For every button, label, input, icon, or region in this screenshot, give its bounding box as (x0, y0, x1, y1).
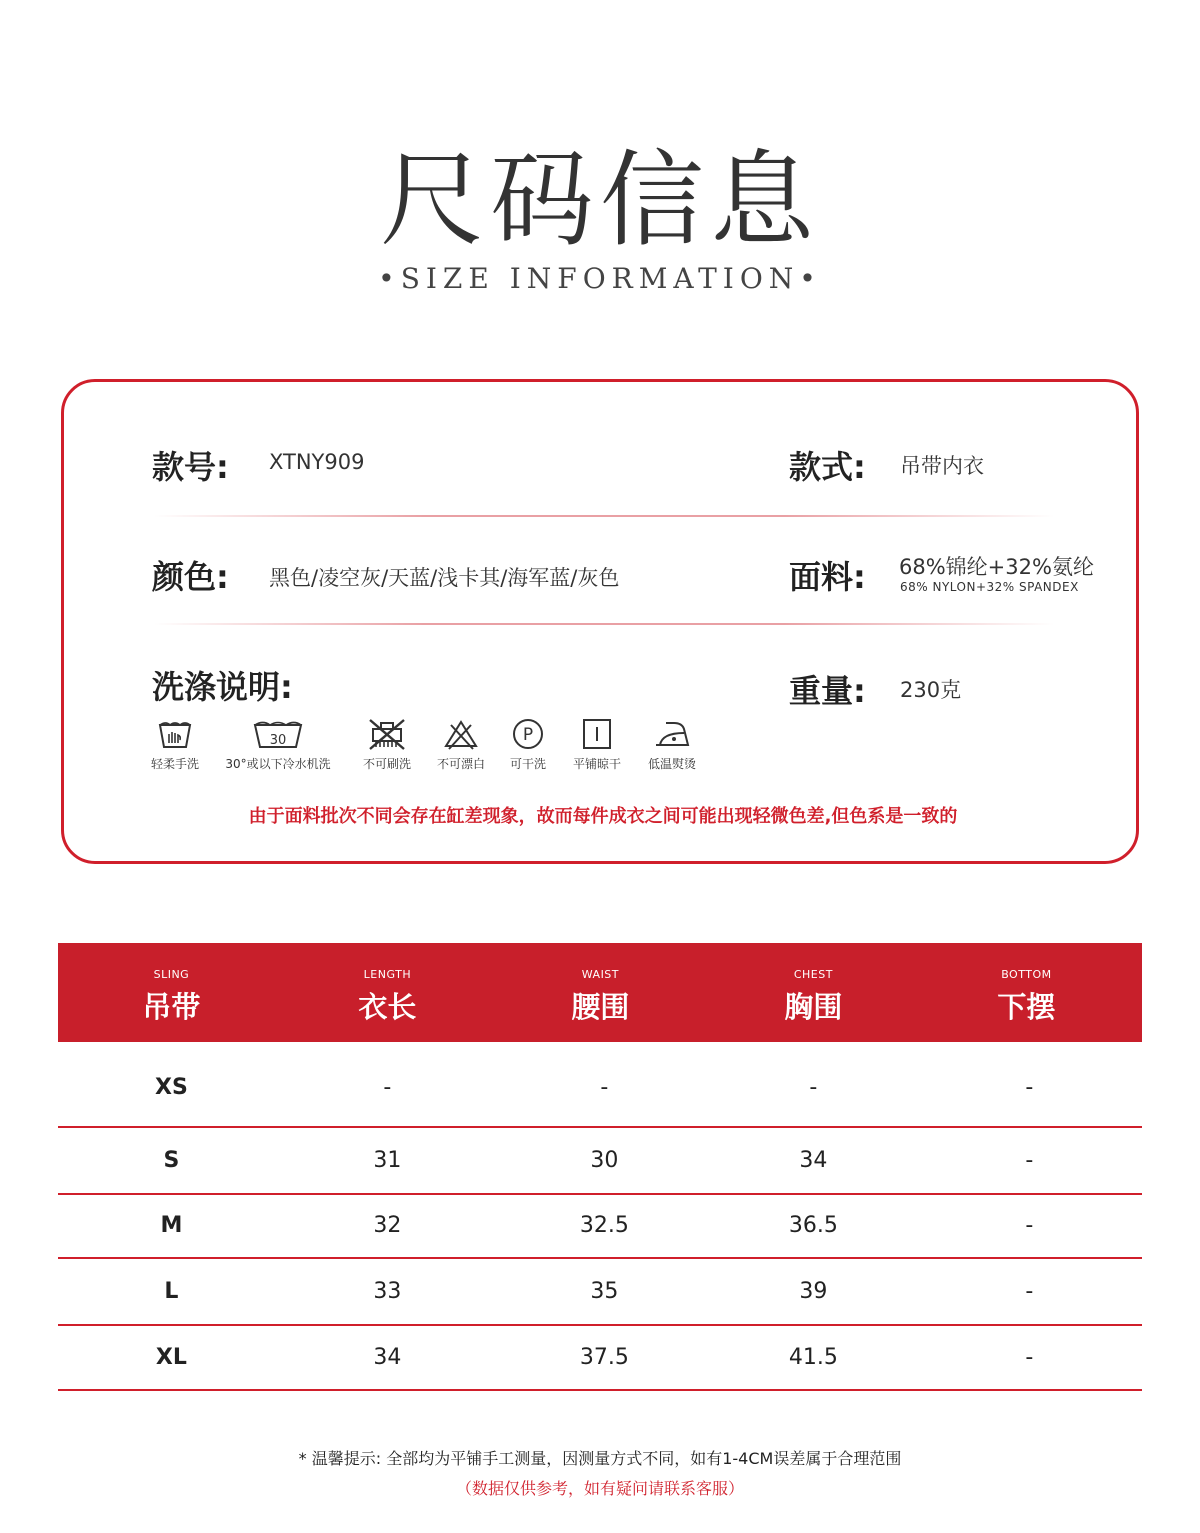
weight-label: 重量: (789, 672, 866, 710)
table-row (58, 1148, 1142, 1195)
row-divider (58, 1324, 1142, 1326)
dry-flat-icon (578, 717, 616, 751)
chest-cell: 34 (799, 1148, 828, 1173)
column-header-en: BOTTOM (1001, 968, 1052, 981)
care-item (564, 717, 630, 772)
hand-wash-icon (156, 717, 194, 751)
care-label: 轻柔手洗 (150, 757, 199, 771)
care-label: 可干洗 (509, 757, 546, 771)
style-no-label: 款号: (152, 448, 229, 486)
care-item (216, 717, 340, 772)
care-item (502, 717, 554, 772)
care-item (146, 717, 204, 772)
no-bleach-icon (442, 717, 480, 751)
column-header-en: CHEST (793, 968, 833, 981)
bottom-cell: - (1025, 1075, 1034, 1100)
style-value: 吊带内衣 (900, 454, 984, 478)
column-header-cn: 胸围 (784, 990, 843, 1024)
column-header-waist (492, 943, 709, 1042)
divider (154, 515, 1054, 517)
bottom-cell: - (1025, 1279, 1034, 1304)
length-cell: 31 (373, 1148, 402, 1173)
measurement-tip: * 温馨提示: 全部均为平铺手工测量，因测量方式不同，如有1-4CM误差属于合理范围 (298, 1449, 902, 1468)
waist-cell: - (600, 1075, 609, 1100)
waist-cell: 30 (590, 1148, 619, 1173)
column-header-en: WAIST (581, 968, 620, 981)
table-row (58, 1279, 1142, 1326)
size-cell: XL (155, 1345, 187, 1370)
machine-wash-30-icon (251, 717, 305, 751)
column-header-bottom (918, 943, 1135, 1042)
chest-cell: 36.5 (788, 1213, 838, 1238)
no-brush-icon (365, 717, 409, 751)
care-item (430, 717, 492, 772)
fabric-value: 68%锦纶+32%氨纶 (899, 555, 1094, 579)
fabric-value-en: 68% NYLON+32% SPANDEX (900, 580, 1079, 594)
product-info-card (61, 379, 1139, 864)
dry-clean-p-icon (509, 717, 547, 751)
column-header-cn: 衣长 (358, 990, 417, 1024)
bottom-cell: - (1025, 1148, 1034, 1173)
reference-note: （数据仅供参考，如有疑问请联系客服） (455, 1479, 744, 1498)
table-row (58, 1345, 1142, 1391)
length-cell: 32 (373, 1213, 402, 1238)
care-item (352, 717, 422, 772)
page-title: 尺码信息 (379, 139, 820, 261)
size-cell: S (163, 1148, 180, 1173)
column-header-chest (705, 943, 922, 1042)
length-cell: - (383, 1075, 392, 1100)
care-label: 低温熨烫 (647, 757, 696, 771)
care-label: 30°或以下冷水机洗 (225, 757, 331, 771)
column-header-en: SLING (153, 968, 190, 981)
row-divider (58, 1257, 1142, 1259)
waist-cell: 35 (590, 1279, 619, 1304)
size-table-header (58, 943, 1142, 1042)
column-header-en: LENGTH (363, 968, 412, 981)
table-row (58, 1075, 1142, 1128)
wash-temp: 30 (269, 733, 287, 748)
column-header-cn: 下摆 (997, 990, 1056, 1024)
length-cell: 34 (373, 1345, 402, 1370)
wash-label: 洗涤说明: (152, 668, 293, 706)
row-divider (58, 1193, 1142, 1195)
fabric-label: 面料: (789, 558, 866, 596)
size-cell: M (160, 1213, 183, 1238)
length-cell: 33 (373, 1279, 402, 1304)
care-label: 不可漂白 (436, 757, 485, 771)
color-value: 黑色/凌空灰/天蓝/浅卡其/海军蓝/灰色 (269, 566, 620, 590)
dry-clean-letter: P (522, 725, 534, 745)
color-label: 颜色: (152, 558, 229, 596)
column-header-cn: 吊带 (142, 990, 201, 1024)
care-label: 不可刷洗 (362, 757, 411, 771)
bottom-cell: - (1025, 1345, 1034, 1370)
waist-cell: 37.5 (579, 1345, 629, 1370)
waist-cell: 32.5 (579, 1213, 629, 1238)
chest-cell: 39 (799, 1279, 828, 1304)
care-label: 平铺晾干 (572, 757, 621, 771)
row-divider (58, 1126, 1142, 1128)
size-cell: L (164, 1279, 179, 1304)
column-header-length (279, 943, 496, 1042)
page-subtitle: •SIZE INFORMATION• (378, 262, 822, 295)
iron-low-icon (652, 717, 692, 751)
column-header-cn: 腰围 (571, 990, 630, 1024)
style-label: 款式: (789, 448, 866, 486)
bottom-cell: - (1025, 1213, 1034, 1238)
divider (154, 623, 1054, 625)
color-variance-notice: 由于面料批次不同会存在缸差现象，故而每件成衣之间可能出现轻微色差,但色系是一致的 (248, 806, 958, 827)
care-item (638, 717, 706, 772)
column-header-sling (63, 943, 280, 1042)
row-divider (58, 1389, 1142, 1391)
size-cell: XS (154, 1075, 188, 1100)
style-no-value: XTNY909 (269, 450, 365, 474)
weight-value: 230克 (900, 678, 962, 702)
chest-cell: - (809, 1075, 818, 1100)
chest-cell: 41.5 (788, 1345, 838, 1370)
table-row (58, 1213, 1142, 1259)
